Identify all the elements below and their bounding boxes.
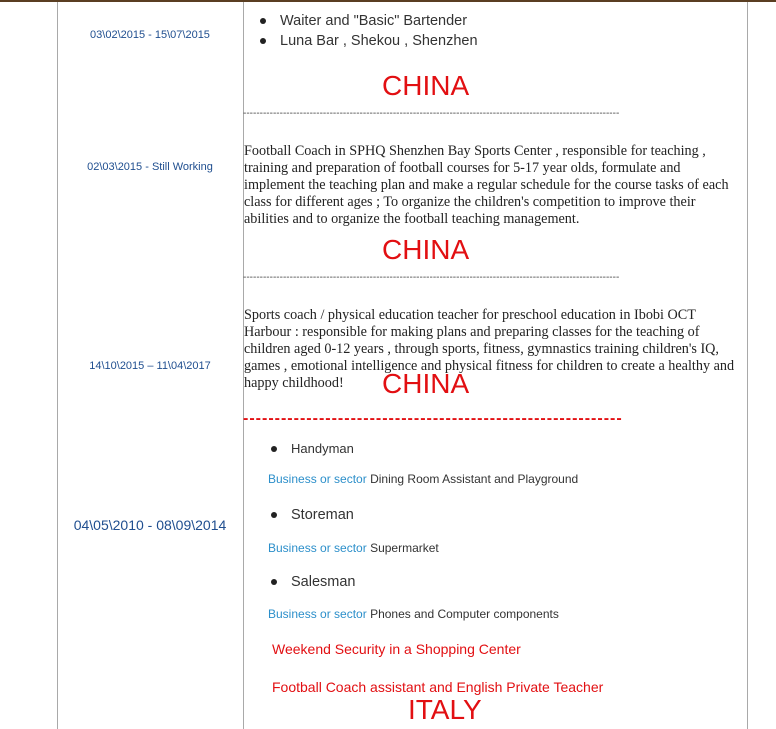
sector-line: [268, 607, 559, 621]
separator-red: ------------------------------------------------------------: [243, 410, 623, 426]
job-title: Waiter and "Basic" Bartender: [280, 13, 468, 29]
job-location: Luna Bar , Shekou , Shenzhen: [280, 33, 478, 49]
sector-value: Dining Room Assistant and Playground: [370, 472, 579, 486]
list-item: [271, 507, 354, 523]
country-heading: CHINA: [382, 368, 470, 399]
bullet-icon: [260, 38, 266, 44]
job-description: Sports coach / physical education teacher for preschool education in Ibobi OCT Harbour : responsible for making plans and preparing classes for the teaching of children aged 0-12 years , through sports, fitness, gymnastics training children's IQ, games , emotional intelligence and physical fitness for children to create a healthy and happy childhood!: [244, 307, 735, 391]
separator: -----------------------------------------------------------------------------------------------------------------: [243, 272, 620, 282]
sector-label: Business or sector: [268, 541, 367, 555]
sector-value: Phones and Computer components: [370, 607, 559, 621]
bullet-icon: [260, 18, 266, 24]
country-heading: CHINA: [382, 70, 470, 101]
sector-label: Business or sector: [268, 472, 367, 486]
sector-line: [268, 541, 439, 555]
top-border: [0, 0, 776, 2]
sector-line: [268, 472, 578, 486]
list-item: [271, 441, 354, 456]
bullet-icon: [271, 512, 277, 518]
list-item: [260, 13, 467, 29]
country-heading: ITALY: [408, 694, 482, 725]
separator: -----------------------------------------------------------------------------------------------------------------: [243, 108, 620, 118]
country-heading: CHINA: [382, 234, 470, 265]
date-range: 02\03\2015 - Still Working: [87, 161, 213, 173]
sector-value: Supermarket: [370, 541, 439, 555]
bullet-icon: [271, 579, 277, 585]
list-item: [260, 33, 478, 49]
date-range: 04\05\2010 - 08\09\2014: [73, 517, 227, 533]
job-title: Handyman: [291, 441, 354, 456]
date-range: 14\10\2015 – 11\04\2017: [89, 360, 211, 372]
job-description: Football Coach in SPHQ Shenzhen Bay Sports Center , responsible for teaching , training and preparation of football courses for 5-17 year olds, formulate and implement the teaching plan and make a regular schedule for the course tasks of each class for different ages ; To organize the children's competition to improve their abilities and to organize the football teaching management.: [244, 143, 729, 227]
job-title: Salesman: [291, 574, 356, 590]
sector-label: Business or sector: [268, 607, 367, 621]
right-border: [747, 2, 748, 729]
bullet-icon: [271, 446, 277, 452]
list-item: [271, 574, 355, 590]
extra-role: Weekend Security in a Shopping Center: [272, 641, 521, 657]
job-title: Storeman: [291, 507, 354, 523]
extra-role: Football Coach assistant and English Private Teacher: [272, 679, 604, 695]
date-range: 03\02\2015 - 15\07\2015: [90, 29, 210, 41]
